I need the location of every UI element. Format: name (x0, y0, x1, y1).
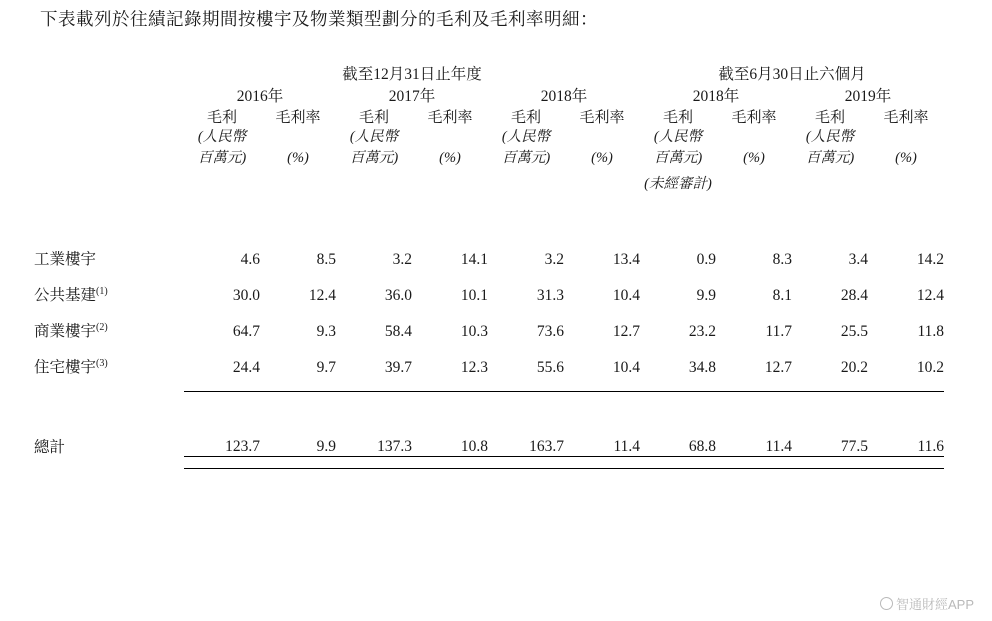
cell-r1-c3: 10.1 (460, 287, 488, 305)
metric-header-8: 毛利 (814, 110, 845, 126)
cell-r3-c2: 39.7 (384, 359, 412, 377)
table-row (34, 269, 944, 305)
cell-r3-c5: 10.4 (612, 359, 640, 377)
cell-r1-c1: 12.4 (308, 287, 336, 305)
unit3-8 (792, 169, 868, 195)
rule-c9 (868, 377, 944, 392)
metric-header-5: 毛利率 (579, 110, 625, 126)
cell-total-c1: 9.9 (316, 438, 336, 456)
cell-r3-c4: 55.6 (536, 359, 564, 377)
metric-header-row (34, 106, 944, 127)
cell-r2-c4: 73.6 (536, 323, 564, 341)
total-gap-row (34, 392, 944, 427)
intro-paragraph: 下表載列於往績記錄期間按樓宇及物業類型劃分的毛利及毛利率明細： (40, 9, 598, 29)
unit3-9 (868, 169, 944, 195)
row-label-text: 住宅樓宇 (34, 359, 97, 377)
unit2-9: (%) (895, 150, 917, 167)
dblrule-c6 (640, 457, 716, 469)
cell-r0-c0: 4.6 (240, 251, 260, 269)
metric-header-0: 毛利 (206, 110, 237, 126)
metric-header-9: 毛利率 (883, 110, 929, 126)
unit2-0: 百萬元) (197, 150, 247, 167)
unit-row-2-corner (34, 148, 184, 169)
row-note-3: (3) (96, 357, 108, 369)
cell-r1-c0: 30.0 (232, 287, 260, 305)
spacer-cell (34, 195, 944, 229)
year-header-2017: 2017年 (388, 88, 436, 105)
cell-total-c6: 68.8 (688, 438, 716, 456)
row-label-text: 公共基建 (34, 287, 97, 305)
cell-r0-c4: 3.2 (544, 251, 564, 269)
total-double-rule-row (34, 457, 944, 469)
unit1-9 (868, 127, 944, 148)
metric-header-corner (34, 106, 184, 127)
group-header-row (34, 62, 944, 84)
rule-c5 (564, 377, 640, 392)
row-label-commercial (34, 305, 184, 341)
group-header-interim: 截至6月30日止六個月 (718, 66, 866, 83)
unit1-8: (人民幣 (805, 129, 855, 145)
unit2-1: (%) (287, 150, 309, 167)
table-row (34, 305, 944, 341)
rule-label-gap (34, 377, 184, 392)
cell-total-c3: 10.8 (460, 438, 488, 456)
row-label-residential (34, 341, 184, 377)
cell-r0-c2: 3.2 (392, 251, 412, 269)
cell-r1-c5: 10.4 (612, 287, 640, 305)
corner-cell (34, 62, 184, 84)
metric-header-6: 毛利 (662, 110, 693, 126)
group-header-annual: 截至12月31日止年度 (342, 66, 482, 83)
metric-header-1: 毛利率 (275, 110, 321, 126)
cell-r0-c1: 8.5 (316, 251, 336, 269)
rule-c7 (716, 377, 792, 392)
rule-c0 (184, 377, 260, 392)
rule-c2 (336, 377, 412, 392)
unit-row-3 (34, 169, 944, 195)
year-header-2016: 2016年 (236, 88, 284, 105)
row-label-industrial: 工業樓宇 (34, 251, 97, 269)
cell-r2-c1: 9.3 (316, 323, 336, 341)
row-label-text: 商業樓宇 (34, 323, 97, 341)
dblrule-c8 (792, 457, 868, 469)
unit2-7: (%) (743, 150, 765, 167)
cell-r2-c2: 58.4 (384, 323, 412, 341)
unit-row-2 (34, 148, 944, 169)
unit1-3 (412, 127, 488, 148)
subtotal-rule-row (34, 377, 944, 392)
unit1-4: (人民幣 (501, 129, 551, 145)
dblrule-c3 (412, 457, 488, 469)
unit3-0 (184, 169, 260, 195)
unit3-7 (716, 169, 792, 195)
total-gap-cell (34, 392, 944, 427)
unit3-1 (260, 169, 336, 195)
cell-r1-c8: 28.4 (840, 287, 868, 305)
dblrule-c9 (868, 457, 944, 469)
unit2-4: 百萬元) (501, 150, 551, 167)
cell-r2-c0: 64.7 (232, 323, 260, 341)
unit-row-1-corner (34, 127, 184, 148)
cell-total-c7: 11.4 (765, 438, 792, 456)
unit3-3 (412, 169, 488, 195)
cell-r1-c6: 9.9 (696, 287, 716, 305)
unit2-3: (%) (439, 150, 461, 167)
table-row (34, 229, 944, 269)
dblrule-c4 (488, 457, 564, 469)
year-header-2018-interim: 2018年 (692, 88, 740, 105)
cell-r2-c5: 12.7 (612, 323, 640, 341)
cell-r1-c2: 36.0 (384, 287, 412, 305)
cell-total-c2: 137.3 (377, 438, 412, 456)
cell-r2-c8: 25.5 (840, 323, 868, 341)
unit2-6: 百萬元) (653, 150, 703, 167)
metric-header-2: 毛利 (358, 110, 389, 126)
rule-c4 (488, 377, 564, 392)
cell-r3-c6: 34.8 (688, 359, 716, 377)
unit1-7 (716, 127, 792, 148)
cell-r2-c7: 11.7 (765, 323, 792, 341)
metric-header-7: 毛利率 (731, 110, 777, 126)
cell-r0-c9: 14.2 (916, 251, 944, 269)
row-note-1: (1) (96, 285, 108, 297)
unit2-2: 百萬元) (349, 150, 399, 167)
year-header-2018-annual: 2018年 (540, 88, 588, 105)
unit1-5 (564, 127, 640, 148)
cell-r1-c7: 8.1 (772, 287, 792, 305)
unit1-0: (人民幣 (197, 129, 247, 145)
dblrule-c2 (336, 457, 412, 469)
watermark (880, 594, 974, 613)
unit3-5 (564, 169, 640, 195)
unit-row-1 (34, 127, 944, 148)
rule-c1 (260, 377, 336, 392)
cell-r1-c9: 12.4 (916, 287, 944, 305)
cell-r0-c8: 3.4 (848, 251, 868, 269)
row-label-total: 總計 (34, 438, 66, 456)
rule-c3 (412, 377, 488, 392)
rule-c8 (792, 377, 868, 392)
cell-r2-c9: 11.8 (917, 323, 944, 341)
dblrule-c7 (716, 457, 792, 469)
cell-r2-c3: 10.3 (460, 323, 488, 341)
cell-r3-c7: 12.7 (764, 359, 792, 377)
year-header-2019-interim: 2019年 (844, 88, 892, 105)
cell-r3-c0: 24.4 (232, 359, 260, 377)
row-note-2: (2) (96, 321, 108, 333)
cell-r1-c4: 31.3 (536, 287, 564, 305)
unit2-5: (%) (591, 150, 613, 167)
cell-r0-c7: 8.3 (772, 251, 792, 269)
unit-row-3-corner (34, 169, 184, 195)
gross-profit-table (34, 62, 944, 469)
unit1-1 (260, 127, 336, 148)
cell-r0-c6: 0.9 (696, 251, 716, 269)
cell-r3-c1: 9.7 (316, 359, 336, 377)
year-header-row (34, 84, 944, 106)
cell-total-c9: 11.6 (917, 438, 944, 456)
cell-r2-c6: 23.2 (688, 323, 716, 341)
dblrule-c1 (260, 457, 336, 469)
cell-total-c5: 11.4 (613, 438, 640, 456)
cell-r3-c8: 20.2 (840, 359, 868, 377)
unit3-4 (488, 169, 564, 195)
cell-total-c8: 77.5 (840, 438, 868, 456)
row-label-public-infrastructure (34, 269, 184, 305)
unit2-8: 百萬元) (805, 150, 855, 167)
unit1-6: (人民幣 (653, 129, 703, 145)
dblrule-label-gap (34, 457, 184, 469)
unit3-6-unaudited: (未經審計) (644, 176, 712, 193)
cell-total-c4: 163.7 (529, 438, 564, 456)
cell-r3-c9: 10.2 (916, 359, 944, 377)
unit1-2: (人民幣 (349, 129, 399, 145)
header-body-spacer (34, 195, 944, 229)
total-row (34, 426, 944, 457)
cell-total-c0: 123.7 (225, 438, 260, 456)
year-header-corner (34, 84, 184, 106)
dblrule-c0 (184, 457, 260, 469)
dblrule-c5 (564, 457, 640, 469)
watermark-logo-icon (880, 597, 893, 610)
cell-r3-c3: 12.3 (460, 359, 488, 377)
cell-r0-c3: 14.1 (460, 251, 488, 269)
rule-c6 (640, 377, 716, 392)
cell-r0-c5: 13.4 (612, 251, 640, 269)
metric-header-3: 毛利率 (427, 110, 473, 126)
metric-header-4: 毛利 (510, 110, 541, 126)
watermark-text: 智通財經APP (895, 597, 974, 612)
table-row (34, 341, 944, 377)
unit3-2 (336, 169, 412, 195)
